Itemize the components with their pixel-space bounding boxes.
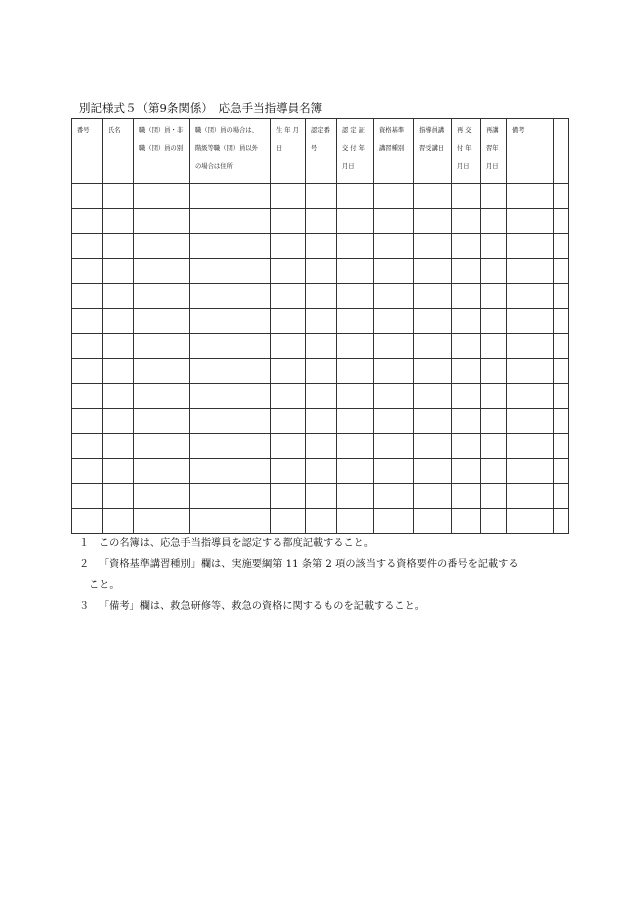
blank-cell[interactable] (103, 509, 134, 534)
blank-cell[interactable] (507, 334, 554, 359)
blank-cell[interactable] (507, 384, 554, 409)
column-header (271, 119, 306, 184)
blank-cell[interactable] (103, 234, 134, 259)
blank-cell[interactable] (72, 334, 103, 359)
blank-cell[interactable] (554, 409, 569, 434)
blank-cell[interactable] (337, 434, 374, 459)
blank-cell[interactable] (481, 509, 507, 534)
blank-cell[interactable] (481, 259, 507, 284)
column-header (337, 119, 374, 184)
blank-cell[interactable] (271, 234, 306, 259)
column-header-line: 月日 (486, 163, 499, 170)
blank-cell[interactable] (306, 309, 337, 334)
blank-cell[interactable] (374, 509, 414, 534)
blank-cell[interactable] (134, 384, 190, 409)
blank-cell[interactable] (271, 309, 306, 334)
blank-cell[interactable] (72, 284, 103, 309)
blank-cell[interactable] (190, 259, 271, 284)
blank-cell[interactable] (414, 259, 452, 284)
blank-cell[interactable] (337, 509, 374, 534)
column-header (134, 119, 190, 184)
blank-cell[interactable] (452, 509, 481, 534)
note-text: 「資格基準講習種別」欄は、実施要綱第 11 条第 2 項の該当する資格要件の番号を記載する (99, 559, 519, 570)
table-row (72, 434, 569, 459)
column-header-line: 番号 (77, 127, 90, 134)
blank-cell[interactable] (306, 459, 337, 484)
column-header-line: 習受講日 (419, 145, 445, 152)
blank-cell[interactable] (271, 459, 306, 484)
column-header-line: 付 年 (457, 145, 472, 152)
blank-cell[interactable] (374, 209, 414, 234)
blank-cell[interactable] (103, 409, 134, 434)
column-header-line: 氏名 (108, 127, 121, 134)
blank-cell[interactable] (134, 234, 190, 259)
blank-cell[interactable] (481, 209, 507, 234)
blank-cell[interactable] (337, 334, 374, 359)
blank-cell[interactable] (452, 209, 481, 234)
column-header-line: 生 年 月 (276, 127, 299, 134)
blank-cell[interactable] (306, 484, 337, 509)
blank-cell[interactable] (190, 384, 271, 409)
blank-cell[interactable] (554, 484, 569, 509)
blank-cell[interactable] (190, 284, 271, 309)
blank-cell[interactable] (72, 409, 103, 434)
blank-cell[interactable] (481, 409, 507, 434)
note-number: ２ (79, 559, 90, 570)
blank-cell[interactable] (452, 309, 481, 334)
blank-cell[interactable] (507, 359, 554, 384)
instructor-roster-table (71, 118, 569, 534)
table-row (72, 459, 569, 484)
blank-cell[interactable] (554, 434, 569, 459)
blank-cell[interactable] (306, 434, 337, 459)
blank-cell[interactable] (507, 484, 554, 509)
blank-cell[interactable] (134, 509, 190, 534)
column-header-line: 資格基準 (379, 127, 405, 134)
blank-cell[interactable] (134, 309, 190, 334)
blank-cell[interactable] (507, 459, 554, 484)
blank-cell[interactable] (374, 284, 414, 309)
blank-cell[interactable] (103, 334, 134, 359)
blank-cell[interactable] (337, 234, 374, 259)
column-header-line: 認 定 証 (342, 127, 365, 134)
table-row (72, 334, 569, 359)
table-row (72, 259, 569, 284)
blank-cell[interactable] (374, 309, 414, 334)
note-1 (79, 533, 559, 554)
column-header-line: 職（団）員・非 (139, 127, 184, 134)
table-row (72, 184, 569, 209)
blank-cell[interactable] (414, 234, 452, 259)
blank-cell[interactable] (271, 359, 306, 384)
blank-cell[interactable] (306, 234, 337, 259)
blank-cell[interactable] (337, 409, 374, 434)
blank-cell[interactable] (414, 509, 452, 534)
column-header-line: 日 (276, 145, 283, 152)
blank-cell[interactable] (414, 284, 452, 309)
blank-cell[interactable] (190, 434, 271, 459)
blank-cell[interactable] (452, 284, 481, 309)
blank-cell[interactable] (134, 409, 190, 434)
blank-cell[interactable] (414, 359, 452, 384)
blank-cell[interactable] (271, 259, 306, 284)
blank-cell[interactable] (271, 334, 306, 359)
blank-cell[interactable] (306, 284, 337, 309)
blank-cell[interactable] (414, 309, 452, 334)
column-header (103, 119, 134, 184)
column-header-line: 号 (311, 145, 318, 152)
blank-cell[interactable] (306, 184, 337, 209)
blank-cell[interactable] (452, 434, 481, 459)
blank-cell[interactable] (452, 359, 481, 384)
column-header-line: 交 付 年 (342, 145, 365, 152)
column-header-line: 階級等職（団）員以外 (195, 145, 258, 152)
column-header-line: 備考 (512, 127, 525, 134)
column-header (481, 119, 507, 184)
blank-cell[interactable] (72, 259, 103, 284)
column-header (414, 119, 452, 184)
blank-cell[interactable] (72, 209, 103, 234)
blank-cell[interactable] (507, 434, 554, 459)
column-header (306, 119, 337, 184)
blank-cell[interactable] (271, 384, 306, 409)
blank-cell[interactable] (306, 259, 337, 284)
blank-cell[interactable] (190, 234, 271, 259)
table-row (72, 409, 569, 434)
column-header-line: 職（団）員の別 (139, 145, 184, 152)
blank-cell[interactable] (554, 509, 569, 534)
table-row (72, 509, 569, 534)
blank-cell[interactable] (481, 334, 507, 359)
column-header-line: 再講 (486, 127, 499, 134)
column-header-line: 講習種別 (379, 145, 405, 152)
blank-cell[interactable] (374, 234, 414, 259)
blank-cell[interactable] (134, 284, 190, 309)
blank-cell[interactable] (306, 509, 337, 534)
blank-cell[interactable] (554, 334, 569, 359)
note-number: ３ (79, 601, 90, 612)
blank-cell[interactable] (306, 409, 337, 434)
table-row (72, 234, 569, 259)
blank-cell[interactable] (452, 234, 481, 259)
blank-cell[interactable] (554, 209, 569, 234)
notes (79, 533, 559, 617)
blank-cell[interactable] (271, 409, 306, 434)
blank-cell[interactable] (374, 334, 414, 359)
blank-cell[interactable] (414, 334, 452, 359)
blank-cell[interactable] (507, 509, 554, 534)
blank-cell[interactable] (374, 434, 414, 459)
blank-cell[interactable] (554, 384, 569, 409)
blank-cell[interactable] (374, 409, 414, 434)
blank-cell[interactable] (337, 309, 374, 334)
blank-cell[interactable] (103, 259, 134, 284)
blank-cell[interactable] (337, 284, 374, 309)
column-header-line: 指導員講 (419, 127, 445, 134)
blank-cell[interactable] (271, 434, 306, 459)
blank-cell[interactable] (554, 259, 569, 284)
blank-cell[interactable] (481, 284, 507, 309)
blank-cell[interactable] (134, 209, 190, 234)
note-text-continuation: こと。 (89, 580, 120, 591)
blank-cell[interactable] (481, 484, 507, 509)
blank-cell[interactable] (414, 409, 452, 434)
blank-cell[interactable] (72, 509, 103, 534)
blank-cell[interactable] (134, 434, 190, 459)
table-row (72, 209, 569, 234)
column-header (190, 119, 271, 184)
blank-cell[interactable] (134, 259, 190, 284)
blank-cell[interactable] (72, 234, 103, 259)
blank-cell[interactable] (452, 184, 481, 209)
blank-cell[interactable] (554, 234, 569, 259)
table-row (72, 484, 569, 509)
blank-cell[interactable] (452, 384, 481, 409)
blank-cell[interactable] (414, 184, 452, 209)
blank-cell[interactable] (481, 309, 507, 334)
blank-cell[interactable] (190, 309, 271, 334)
blank-cell[interactable] (271, 284, 306, 309)
column-header (452, 119, 481, 184)
blank-cell[interactable] (481, 234, 507, 259)
blank-cell[interactable] (414, 384, 452, 409)
blank-cell[interactable] (103, 284, 134, 309)
blank-cell[interactable] (103, 434, 134, 459)
column-header-line: 認定番 (311, 127, 330, 134)
blank-cell[interactable] (306, 209, 337, 234)
blank-cell[interactable] (190, 509, 271, 534)
blank-cell[interactable] (134, 334, 190, 359)
blank-cell[interactable] (271, 209, 306, 234)
column-header-line: 職（団）員の場合は、 (195, 127, 258, 134)
blank-cell[interactable] (481, 184, 507, 209)
blank-cell[interactable] (337, 209, 374, 234)
blank-cell[interactable] (72, 184, 103, 209)
blank-cell[interactable] (271, 484, 306, 509)
blank-cell[interactable] (134, 184, 190, 209)
column-header-line: の場合は住所 (195, 163, 233, 170)
table-header-row (72, 119, 569, 184)
blank-cell[interactable] (103, 309, 134, 334)
blank-cell[interactable] (271, 184, 306, 209)
blank-cell[interactable] (337, 384, 374, 409)
blank-cell[interactable] (507, 184, 554, 209)
blank-cell[interactable] (414, 459, 452, 484)
blank-cell[interactable] (452, 334, 481, 359)
blank-cell[interactable] (103, 459, 134, 484)
blank-cell[interactable] (452, 259, 481, 284)
blank-cell[interactable] (190, 409, 271, 434)
blank-cell[interactable] (414, 484, 452, 509)
note-text: この名簿は、応急手当指導員を認定する都度記載すること。 (99, 538, 375, 549)
blank-cell[interactable] (271, 509, 306, 534)
blank-cell[interactable] (374, 459, 414, 484)
blank-cell[interactable] (507, 309, 554, 334)
blank-cell[interactable] (337, 259, 374, 284)
blank-cell[interactable] (306, 384, 337, 409)
blank-cell[interactable] (103, 209, 134, 234)
blank-cell[interactable] (134, 359, 190, 384)
table-row (72, 309, 569, 334)
note-number: １ (79, 538, 90, 549)
blank-cell[interactable] (452, 409, 481, 434)
blank-cell[interactable] (452, 484, 481, 509)
blank-cell[interactable] (190, 359, 271, 384)
blank-cell[interactable] (134, 459, 190, 484)
blank-cell[interactable] (72, 384, 103, 409)
blank-cell[interactable] (190, 459, 271, 484)
table-row (72, 384, 569, 409)
blank-cell[interactable] (190, 334, 271, 359)
blank-cell[interactable] (414, 209, 452, 234)
blank-cell[interactable] (481, 459, 507, 484)
note-text: 「備考」欄は、救急研修等、救急の資格に関するものを記載すること。 (99, 601, 425, 612)
column-header (374, 119, 414, 184)
column-header-line: 月日 (457, 163, 470, 170)
blank-cell[interactable] (554, 359, 569, 384)
blank-cell[interactable] (374, 184, 414, 209)
blank-cell[interactable] (190, 484, 271, 509)
blank-cell[interactable] (452, 459, 481, 484)
blank-cell[interactable] (103, 359, 134, 384)
blank-cell[interactable] (481, 384, 507, 409)
blank-cell[interactable] (72, 484, 103, 509)
blank-cell[interactable] (103, 184, 134, 209)
blank-cell[interactable] (554, 184, 569, 209)
table-row (72, 359, 569, 384)
column-header (554, 119, 569, 184)
blank-cell[interactable] (374, 259, 414, 284)
blank-cell[interactable] (554, 309, 569, 334)
note-3 (79, 596, 559, 617)
blank-cell[interactable] (374, 384, 414, 409)
blank-cell[interactable] (337, 459, 374, 484)
blank-cell[interactable] (554, 459, 569, 484)
blank-cell[interactable] (134, 484, 190, 509)
blank-cell[interactable] (481, 359, 507, 384)
blank-cell[interactable] (507, 209, 554, 234)
blank-cell[interactable] (103, 384, 134, 409)
blank-cell[interactable] (507, 284, 554, 309)
table-row (72, 284, 569, 309)
note-2 (79, 554, 559, 596)
blank-cell[interactable] (337, 359, 374, 384)
blank-cell[interactable] (374, 359, 414, 384)
blank-cell[interactable] (72, 359, 103, 384)
column-header (72, 119, 103, 184)
blank-cell[interactable] (337, 484, 374, 509)
column-header (507, 119, 554, 184)
blank-cell[interactable] (72, 309, 103, 334)
blank-cell[interactable] (507, 234, 554, 259)
blank-cell[interactable] (507, 259, 554, 284)
blank-cell[interactable] (374, 484, 414, 509)
blank-cell[interactable] (507, 409, 554, 434)
column-header-line: 月日 (342, 163, 355, 170)
blank-cell[interactable] (337, 184, 374, 209)
blank-cell[interactable] (72, 459, 103, 484)
blank-cell[interactable] (306, 359, 337, 384)
column-header-line: 習年 (486, 145, 499, 152)
form-title: 別記様式５（第9条関係） 応急手当指導員名簿 (79, 101, 323, 115)
blank-cell[interactable] (190, 184, 271, 209)
blank-cell[interactable] (306, 334, 337, 359)
blank-cell[interactable] (190, 209, 271, 234)
blank-cell[interactable] (481, 434, 507, 459)
column-header-line: 再 交 (457, 127, 472, 134)
blank-cell[interactable] (103, 484, 134, 509)
blank-cell[interactable] (554, 284, 569, 309)
blank-cell[interactable] (414, 434, 452, 459)
blank-cell[interactable] (72, 434, 103, 459)
